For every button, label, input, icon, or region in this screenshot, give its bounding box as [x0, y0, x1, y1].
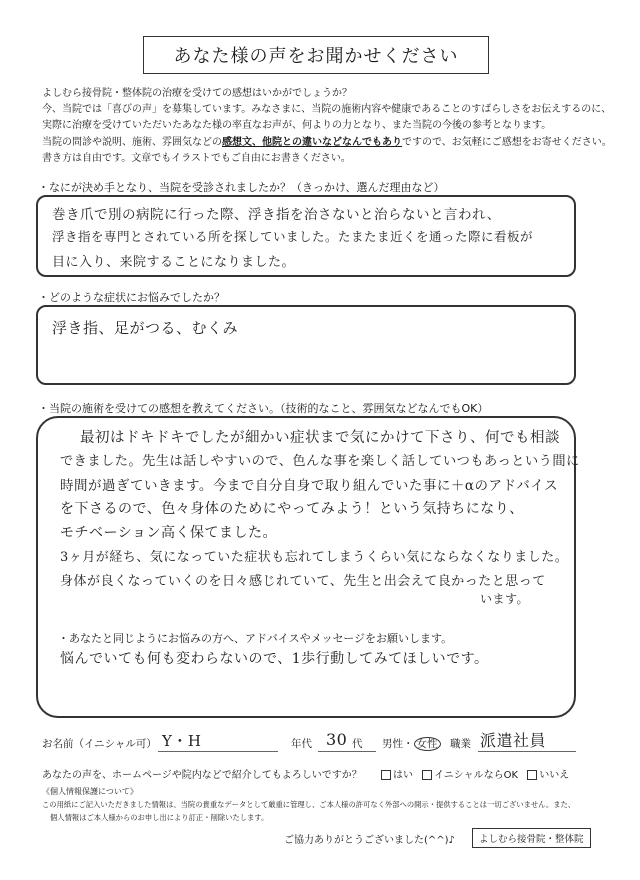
privacy-line: 個人情報はご本人様からのお申し出により訂正・削除いたします。 [50, 813, 269, 822]
handwritten-line: 浮き指を専門とされている所を探していました。たまたま近くを通った際に看板が [52, 229, 534, 244]
answer-box-3[interactable] [36, 416, 580, 718]
answer-box-1[interactable] [36, 195, 576, 277]
intro-text [42, 86, 612, 167]
gender-male[interactable]: 男性 [382, 738, 403, 750]
consent-question: あなたの声を、ホームページや院内などで紹介してもよろしいですか？ [42, 770, 362, 781]
privacy-line: この用紙にご記入いただきました情報は、当院の貴重なデータとして厳重に管理し、ご本人様の許可なく外部への開示・提供することは一切ございません。また、 [42, 800, 576, 809]
intro-line [42, 135, 612, 151]
question-3-label: ・当院の施術を受けての感想を教えてください。（技術的なこと、雰囲気などなんでもOK） [38, 402, 489, 415]
job-value: 派遣社員 [480, 731, 547, 750]
intro-text-plain: 当院の問診や説明、施術、雰囲気などの [42, 136, 222, 148]
handwritten-line: 巻き爪で別の病院に行った際、浮き指を治さないと治らないと言われ、 [52, 207, 501, 223]
consent-options[interactable] [381, 766, 569, 781]
age-value: 30 [326, 730, 348, 749]
handwritten-line: 身体が良くなっていくのを日々感じれていて、先生と出会えて良かったと思って [60, 574, 546, 589]
gender-female-circled[interactable]: 女性 [414, 737, 441, 751]
handwritten-line: 時間が過ぎていきます。今まで自分自身で取り組んでいた事に＋αのアドバイス [60, 478, 559, 494]
intro-line: 書き方は自由です。文章でもイラストでもご自由にお書きください。 [42, 152, 351, 164]
job-label: 職業 [450, 738, 471, 750]
checkbox-icon[interactable] [422, 770, 432, 780]
consent-option-initials[interactable]: イニシャルならOK [434, 770, 519, 781]
intro-line: よしむら接骨院・整体院の治療を受けての感想はいかがでしょうか？ [42, 88, 352, 99]
handwritten-line: を下さるので、色々身体のためにやってみよう！という気持ちになり、 [60, 501, 524, 517]
consent-option-yes[interactable]: はい [393, 770, 413, 781]
intro-text-plain: ですので、お気軽にご感想をお寄せください。 [402, 136, 612, 148]
handwritten-line: います。 [480, 592, 530, 606]
age-underline [318, 751, 376, 752]
clinic-stamp: よしむら接骨院・整体院 [472, 828, 591, 848]
name-value: Y・H [162, 732, 202, 750]
age-suffix: 代 [352, 738, 363, 750]
handwritten-line: 3ヶ月が経ち、気になっていた症状も忘れてしまうくらい気にならなくなりました。 [60, 550, 569, 565]
question-2-label: ・どのような症状にお悩みでしたか？ [38, 291, 225, 304]
consent-option-no[interactable]: いいえ [539, 770, 570, 781]
checkbox-icon[interactable] [527, 770, 537, 780]
intro-line: 実際に治療を受けていただいたあなた様の率直なお声が、何よりの力となり、また当院の今後の参考となります。 [42, 120, 552, 132]
handwritten-line: 浮き指、足がつる、むくみ [52, 319, 239, 337]
handwritten-line: モチベーション高く保てました。 [60, 525, 277, 541]
job-underline [478, 751, 576, 752]
thanks-text: ご協力ありがとうございました(^^)♪ [284, 835, 455, 846]
age-label: 年代 [291, 738, 312, 750]
intro-line: 今、当院では「喜びの声」を募集しています。みなさまに、当院の施術内容や健康であることのすばらしさをお伝えするのに、 [42, 104, 612, 116]
answer-box-2[interactable] [36, 305, 576, 385]
question-1-label: ・なにが決め手となり、当院を受診されましたか？（きっかけ、選んだ理由など） [38, 181, 445, 194]
checkbox-icon[interactable] [381, 770, 391, 780]
gender-field[interactable] [382, 736, 441, 751]
handwritten-line: 目に入り、来院することになりました。 [52, 255, 296, 270]
privacy-title: 《個人情報保護について》 [42, 787, 138, 796]
handwritten-line: できました。先生は話しやすいので、色んな事を楽しく話していつもあっという間に [60, 454, 580, 469]
page-title: あなた様の声をお聞かせください [143, 36, 489, 74]
gender-separator: ・ [403, 738, 414, 750]
handwritten-line: 最初はドキドキでしたが細かい症状まで気にかけて下さり、何でも相談 [80, 430, 560, 446]
handwritten-line: 悩んでいても何も変わらないので、1歩行動してみてほしいです。 [60, 651, 489, 667]
question-4-label: ・あなたと同じようにお悩みの方へ、アドバイスやメッセージをお願いします。 [58, 632, 453, 645]
name-label: お名前（イニシャル可） [42, 738, 157, 750]
intro-emphasis: 感想文、他院との違いなどなんでもあり [222, 136, 402, 148]
name-underline [158, 751, 278, 752]
